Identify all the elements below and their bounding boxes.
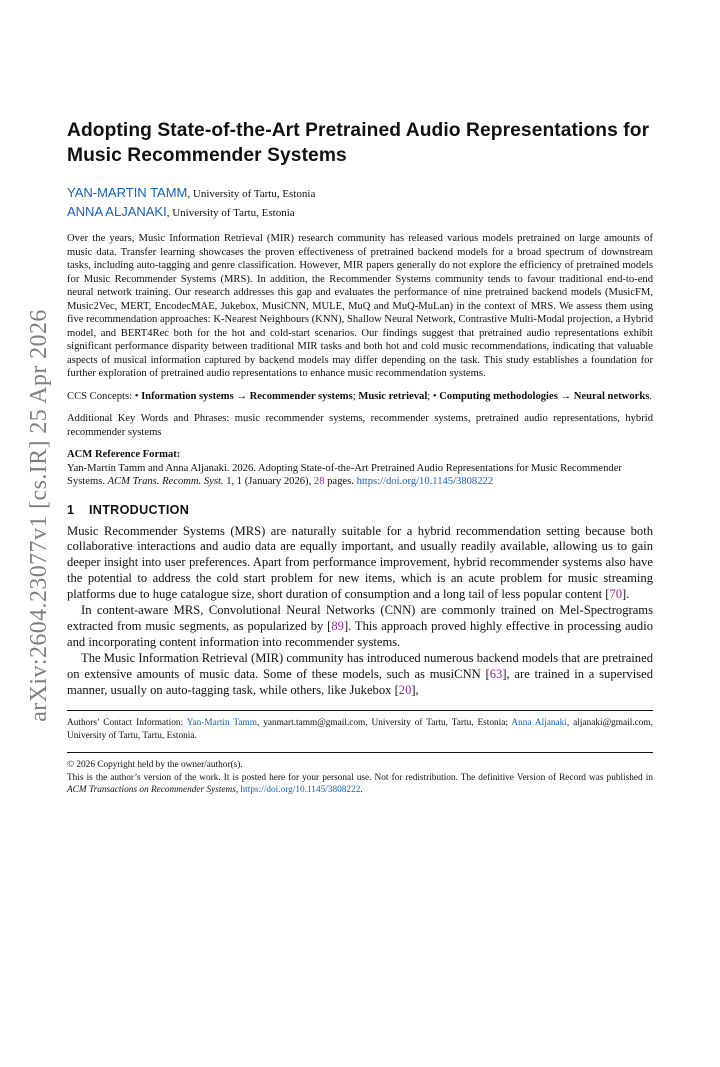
reference-format-heading: ACM Reference Format: [67, 449, 181, 460]
citation-link[interactable]: 70 [609, 587, 623, 602]
author-2 [67, 203, 653, 222]
reference-text: pages. [324, 476, 357, 487]
ccs-concept: Music retrieval [358, 390, 428, 402]
ccs-separator: ; [352, 390, 359, 402]
copyright-notice [67, 772, 653, 797]
footnote-text: , yanmart.tamm@gmail.com, University of Tartu, Tartu, Estonia; [257, 718, 512, 729]
footnote-divider [67, 710, 653, 711]
reference-format [67, 462, 653, 489]
footnote-text: Authors’ Contact Information: [67, 718, 187, 729]
reference-journal: ACM Trans. Recomm. Syst. [107, 476, 224, 487]
copyright-journal: ACM Transactions on Recommender Systems [67, 785, 236, 796]
footnote-text: This is the author’s version of the work. It is posted here for your personal use. Not for redistribution. The definitive Version of Record was published in [67, 772, 653, 783]
paragraph [67, 651, 653, 699]
copyright-divider [67, 752, 653, 753]
section-number: 1 [67, 502, 75, 517]
abstract: Over the years, Music Information Retrieval (MIR) research community has released various models pretrained on large amounts of music data. Transfer learning showcases the proven effectiveness of pretrained backend models for a broad spectrum of downstream tasks, including auto-tagging and genre classification. However, MIR papers generally do not explore the efficiency of pretrained models for Music Recommender Systems (MRS). In addition, the Recommender Systems community tends to favour traditional end-to-end neural network training. Our research addresses this gap and evaluates the performance of nine pretrained backend models (MusicFM, Music2Vec, MERT, EncodecMAE, Jukebox, MusiCNN, MULE, MuQ and MuQ-MuLan) in the context of MRS. We assess them using five recommendation approaches: K-Nearest Neighbours (KNN), Shallow Neural Network, Contrastive Multi-Modal projection, a Hybrid model, and BERT4Rec both for the hot and cold-start scenarios. Our findings suggest that pretrained audio representations exhibit significant performance disparity between traditional MIR tasks and both hot and cold music recommendations, indicating that valuable aspects of musical information captured by backend models may differ depending on the task. This study establishes a foundation for further exploration of pretrained audio representations to enhance music recommendation systems. [67, 233, 653, 379]
ccs-concepts [67, 390, 653, 404]
paragraph-text: ], are trained in a supervised manner, usually on auto-tagging task, while others, like Jukebox [ [67, 666, 653, 697]
author-1 [67, 184, 653, 203]
section-heading [67, 503, 653, 518]
paragraph-text: ], [411, 682, 419, 697]
author-contact-footnote [67, 717, 653, 742]
author-1-affiliation: , University of Tartu, Estonia [187, 188, 316, 200]
author-contact-link[interactable]: Yan-Martin Tamm [186, 718, 258, 729]
paragraph-text: Music Recommender Systems (MRS) are naturally suitable for a hybrid recommendation setting because both collaborative interactions and audio data are equally important, and usually readily available, allowing us to gain deeper insight into user preferences. Apart from performance improvement, hybrid recommender systems also have the potential to address the cold start problem for new items, which is an acute problem for music streaming platforms due to huge catalogue size, short duration of consumption and a long tail of less popular content [ [67, 523, 653, 602]
reference-doi-link[interactable]: https://doi.org/10.1145/3808222 [356, 476, 494, 487]
ccs-arrow: → [557, 390, 574, 402]
paragraph-text: The Music Information Retrieval (MIR) community has introduced numerous backend models that are pretrained on extensive amounts of music data. Some of these models, such as musiCNN [ [67, 650, 653, 681]
paper-page [67, 118, 653, 797]
author-2-affiliation: , University of Tartu, Estonia [166, 207, 295, 219]
reference-text: 1, 1 (January 2026), [223, 476, 314, 487]
ccs-concept: Computing methodologies [439, 390, 558, 402]
reference-pages-link[interactable]: 28 [313, 476, 325, 487]
citation-link[interactable]: 63 [489, 666, 503, 681]
ccs-prefix: CCS Concepts: • [67, 390, 142, 402]
ccs-end: . [649, 390, 652, 402]
reference-text: Yan-Martin Tamm and Anna Aljanaki. 2026. Adopting State-of-the-Art Pretrained Audio Representations for Music Recommender Systems. [67, 462, 622, 487]
ccs-arrow: → [233, 390, 250, 402]
author-list [67, 184, 653, 222]
arxiv-stamp-text: arXiv:2604.23077v1 [cs.IR] 25 Apr 2026 [25, 308, 52, 722]
citation-link[interactable]: 89 [331, 618, 344, 633]
ccs-concept: Recommender systems [249, 390, 353, 402]
copyright-line: © 2026 Copyright held by the owner/author(s). [67, 760, 243, 771]
citation-link[interactable]: 20 [398, 682, 412, 697]
copyright-doi-link[interactable]: https://doi.org/10.1145/3808222 [240, 785, 361, 796]
paragraph [67, 524, 653, 604]
author-1-name[interactable]: YAN-MARTIN TAMM [67, 185, 188, 200]
ccs-concept: Information systems [141, 390, 234, 402]
author-2-name[interactable]: ANNA ALJANAKI [67, 204, 167, 219]
arxiv-stamp [16, 280, 62, 750]
paragraph-text: In content-aware MRS, Convolutional Neural Networks (CNN) are commonly trained on Mel-Spectrograms extracted from music segments, as popularized by [ [67, 603, 653, 633]
footnote-text: . [360, 785, 363, 796]
paragraph [67, 603, 653, 651]
footnote-text: , [235, 785, 241, 796]
footnote-text: , aljanaki@gmail.com, University of Tartu, Tartu, Estonia. [67, 718, 653, 741]
ccs-concept: Neural networks [573, 390, 650, 402]
paragraph-text: ]. This approach proved highly effective in processing audio and incorporating content information into recommender systems. [67, 618, 653, 649]
keywords: Additional Key Words and Phrases: music recommender systems, recommender systems, pretrained audio representations, hybrid recommender systems [67, 413, 653, 438]
section-title: INTRODUCTION [89, 502, 190, 517]
author-contact-link[interactable]: Anna Aljanaki [511, 718, 567, 729]
paragraph-text: ]. [622, 587, 630, 602]
ccs-separator: ; • [427, 390, 440, 402]
paper-title: Adopting State-of-the-Art Pretrained Audio Representations for Music Recommender Systems [67, 120, 650, 166]
